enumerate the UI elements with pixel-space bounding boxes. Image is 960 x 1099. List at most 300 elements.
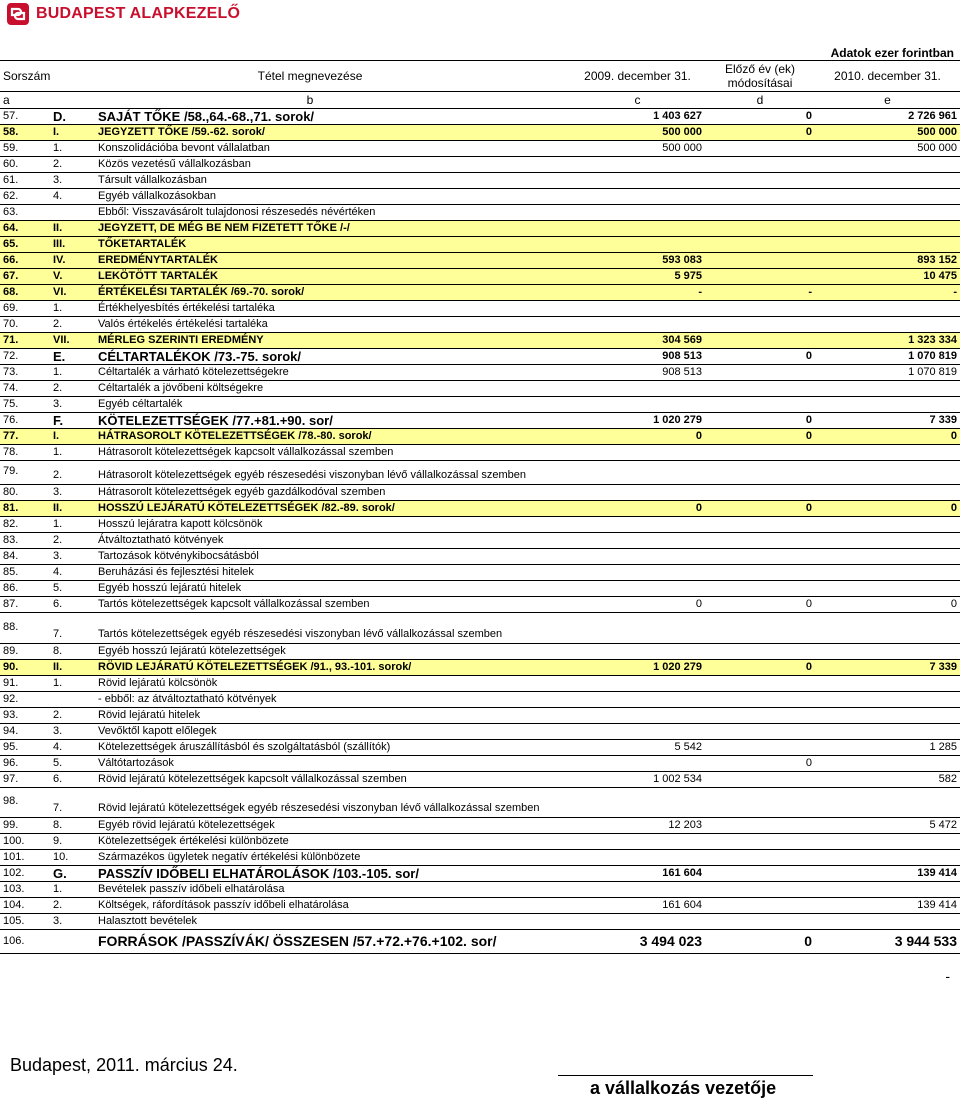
- value-2009: [570, 708, 705, 724]
- row-item-name: Hátrasorolt kötelezettségek egyéb részesedési viszonyban lévő vállalkozással szemben: [95, 461, 570, 485]
- value-2009: 500 000: [570, 125, 705, 141]
- row-code: 4.: [50, 189, 95, 205]
- table-row: [0, 445, 960, 461]
- row-code: F.: [50, 413, 95, 429]
- header-prev-year: 2009. december 31.: [570, 61, 705, 92]
- row-item-name: Hosszú lejáratra kapott kölcsönök: [95, 517, 570, 533]
- table-row: [0, 660, 960, 676]
- value-2010: 1 070 819: [815, 349, 960, 365]
- row-code: [50, 692, 95, 708]
- table-row: [0, 397, 960, 413]
- value-modifications: [705, 461, 815, 485]
- row-number: 102.: [0, 866, 50, 882]
- value-modifications: [705, 237, 815, 253]
- row-number: 89.: [0, 644, 50, 660]
- table-row: [0, 565, 960, 581]
- value-2010: [815, 237, 960, 253]
- row-number: 78.: [0, 445, 50, 461]
- value-2009: [570, 549, 705, 565]
- row-item-name: Váltótartozások: [95, 756, 570, 772]
- value-2010: [815, 517, 960, 533]
- row-item-name: Rövid lejáratú hitelek: [95, 708, 570, 724]
- letter-e: e: [815, 92, 960, 109]
- value-modifications: [705, 914, 815, 930]
- value-2010: [815, 581, 960, 597]
- header-modifications: [705, 61, 815, 92]
- row-item-name: Egyéb vállalkozásokban: [95, 189, 570, 205]
- row-item-name: Kötelezettségek áruszállításból és szolgáltatásból (szállítók): [95, 740, 570, 756]
- table-row: [0, 125, 960, 141]
- table-row: [0, 692, 960, 708]
- value-2009: [570, 205, 705, 221]
- row-code: 1.: [50, 141, 95, 157]
- value-2010: 500 000: [815, 125, 960, 141]
- row-number: 100.: [0, 834, 50, 850]
- row-item-name: Tartós kötelezettségek egyéb részesedési viszonyban lévő vállalkozással szemben: [95, 613, 570, 644]
- row-number: 70.: [0, 317, 50, 333]
- row-number: 103.: [0, 882, 50, 898]
- value-2010: [815, 317, 960, 333]
- value-modifications: [705, 141, 815, 157]
- row-code: 3.: [50, 724, 95, 740]
- row-item-name: JEGYZETT TŐKE /59.-62. sorok/: [95, 125, 570, 141]
- row-code: VI.: [50, 285, 95, 301]
- value-2010: [815, 533, 960, 549]
- value-modifications: [705, 818, 815, 834]
- letter-b: b: [50, 92, 570, 109]
- units-note: Adatok ezer forintban: [830, 46, 954, 60]
- row-item-name: Közös vezetésű vállalkozásban: [95, 157, 570, 173]
- value-modifications: [705, 533, 815, 549]
- value-2009: [570, 834, 705, 850]
- row-code: [50, 205, 95, 221]
- row-item-name: CÉLTARTALÉKOK /73.-75. sorok/: [95, 349, 570, 365]
- row-number: 63.: [0, 205, 50, 221]
- value-modifications: [705, 205, 815, 221]
- value-2009: [570, 445, 705, 461]
- value-2010: [815, 301, 960, 317]
- value-modifications: 0: [705, 125, 815, 141]
- value-2010: [815, 173, 960, 189]
- row-code: II.: [50, 660, 95, 676]
- value-2009: [570, 788, 705, 818]
- value-modifications: 0: [705, 501, 815, 517]
- value-modifications: [705, 221, 815, 237]
- row-item-name: Kötelezettségek értékelési különbözete: [95, 834, 570, 850]
- row-number: 81.: [0, 501, 50, 517]
- table-row: [0, 413, 960, 429]
- value-modifications: 0: [705, 109, 815, 125]
- row-item-name: JEGYZETT, DE MÉG BE NEM FIZETETT TŐKE /-/: [95, 221, 570, 237]
- table-row: [0, 549, 960, 565]
- value-modifications: [705, 565, 815, 581]
- row-code: 4.: [50, 565, 95, 581]
- row-number: 79.: [0, 461, 50, 485]
- value-modifications: [705, 708, 815, 724]
- row-item-name: ÉRTÉKELÉSI TARTALÉK /69.-70. sorok/: [95, 285, 570, 301]
- row-number: 60.: [0, 157, 50, 173]
- value-2009: 1 020 279: [570, 413, 705, 429]
- value-2009: 500 000: [570, 141, 705, 157]
- value-modifications: 0: [705, 930, 815, 954]
- value-2009: 5 542: [570, 740, 705, 756]
- row-item-name: Költségek, ráfordítások passzív időbeli elhatárolása: [95, 898, 570, 914]
- value-2009: [570, 676, 705, 692]
- table-row: [0, 834, 960, 850]
- value-2010: 139 414: [815, 866, 960, 882]
- row-number: 68.: [0, 285, 50, 301]
- value-2009: [570, 189, 705, 205]
- row-code: V.: [50, 269, 95, 285]
- value-modifications: [705, 157, 815, 173]
- row-code: 2.: [50, 708, 95, 724]
- value-2009: 908 513: [570, 349, 705, 365]
- row-number: 87.: [0, 597, 50, 613]
- value-modifications: [705, 485, 815, 501]
- company-logo: [6, 2, 240, 26]
- value-2010: [815, 485, 960, 501]
- row-item-name: Rövid lejáratú kötelezettségek kapcsolt vállalkozással szemben: [95, 772, 570, 788]
- table-row: [0, 157, 960, 173]
- row-number: 95.: [0, 740, 50, 756]
- value-2010: [815, 644, 960, 660]
- value-2009: 0: [570, 501, 705, 517]
- row-number: 84.: [0, 549, 50, 565]
- row-item-name: Hátrasorolt kötelezettségek egyéb gazdálkodóval szemben: [95, 485, 570, 501]
- table-row: [0, 533, 960, 549]
- value-2010: 7 339: [815, 660, 960, 676]
- row-item-name: Egyéb hosszú lejáratú hitelek: [95, 581, 570, 597]
- row-number: 101.: [0, 850, 50, 866]
- row-code: 2.: [50, 381, 95, 397]
- value-modifications: [705, 834, 815, 850]
- value-2009: 1 403 627: [570, 109, 705, 125]
- value-2010: 2 726 961: [815, 109, 960, 125]
- value-modifications: [705, 724, 815, 740]
- letter-c: c: [570, 92, 705, 109]
- value-modifications: 0: [705, 660, 815, 676]
- row-number: 92.: [0, 692, 50, 708]
- table-row: [0, 914, 960, 930]
- row-code: 1.: [50, 517, 95, 533]
- value-2010: 1 070 819: [815, 365, 960, 381]
- row-item-name: Származékos ügyletek negatív értékelési különbözete: [95, 850, 570, 866]
- table-row: [0, 866, 960, 882]
- value-2010: 1 323 334: [815, 333, 960, 349]
- value-modifications: [705, 301, 815, 317]
- value-2009: [570, 301, 705, 317]
- row-code: I.: [50, 429, 95, 445]
- table-row: [0, 269, 960, 285]
- value-2009: [570, 237, 705, 253]
- row-item-name: Hátrasorolt kötelezettségek kapcsolt vállalkozással szemben: [95, 445, 570, 461]
- value-2010: 893 152: [815, 253, 960, 269]
- row-number: 93.: [0, 708, 50, 724]
- table-row: [0, 461, 960, 485]
- row-code: 2.: [50, 317, 95, 333]
- value-2009: [570, 381, 705, 397]
- row-number: 90.: [0, 660, 50, 676]
- value-2010: 3 944 533: [815, 930, 960, 954]
- value-2010: [815, 692, 960, 708]
- row-code: VII.: [50, 333, 95, 349]
- value-modifications: [705, 173, 815, 189]
- row-number: 66.: [0, 253, 50, 269]
- value-modifications: [705, 788, 815, 818]
- table-row: [0, 517, 960, 533]
- value-2010: [815, 882, 960, 898]
- row-number: 65.: [0, 237, 50, 253]
- row-code: 6.: [50, 772, 95, 788]
- row-number: 62.: [0, 189, 50, 205]
- row-code: 7.: [50, 613, 95, 644]
- value-2009: [570, 157, 705, 173]
- value-2009: [570, 221, 705, 237]
- table-row: [0, 644, 960, 660]
- value-2009: 0: [570, 597, 705, 613]
- row-code: 1.: [50, 445, 95, 461]
- row-item-name: HÁTRASOROLT KÖTELEZETTSÉGEK /78.-80. sorok/: [95, 429, 570, 445]
- table-row: [0, 818, 960, 834]
- row-code: E.: [50, 349, 95, 365]
- row-number: 73.: [0, 365, 50, 381]
- table-row: [0, 141, 960, 157]
- row-item-name: Egyéb rövid lejáratú kötelezettségek: [95, 818, 570, 834]
- table-row: [0, 708, 960, 724]
- row-item-name: RÖVID LEJÁRATÚ KÖTELEZETTSÉGEK /91., 93.-101. sorok/: [95, 660, 570, 676]
- value-2009: [570, 581, 705, 597]
- row-number: 97.: [0, 772, 50, 788]
- value-2010: 0: [815, 597, 960, 613]
- value-modifications: [705, 333, 815, 349]
- row-item-name: Társult vállalkozásban: [95, 173, 570, 189]
- row-item-name: Egyéb hosszú lejáratú kötelezettségek: [95, 644, 570, 660]
- row-code: 2.: [50, 461, 95, 485]
- value-2010: [815, 676, 960, 692]
- row-number: 76.: [0, 413, 50, 429]
- table-row: [0, 724, 960, 740]
- value-2009: 12 203: [570, 818, 705, 834]
- after-total-mark: -: [945, 968, 950, 984]
- value-modifications: [705, 549, 815, 565]
- value-2009: [570, 461, 705, 485]
- row-item-name: Konszolidációba bevont vállalatban: [95, 141, 570, 157]
- row-number: 94.: [0, 724, 50, 740]
- row-code: I.: [50, 125, 95, 141]
- row-item-name: FORRÁSOK /PASSZÍVÁK/ ÖSSZESEN /57.+72.+76.+102. sor/: [95, 930, 570, 954]
- value-modifications: [705, 253, 815, 269]
- value-modifications: 0: [705, 349, 815, 365]
- value-modifications: [705, 866, 815, 882]
- value-2009: [570, 644, 705, 660]
- table-row: [0, 333, 960, 349]
- header-item-name: Tétel megnevezése: [50, 61, 570, 92]
- table-row: [0, 501, 960, 517]
- value-modifications: 0: [705, 429, 815, 445]
- value-modifications: 0: [705, 756, 815, 772]
- row-item-name: Valós értékelés értékelési tartaléka: [95, 317, 570, 333]
- header-row: [0, 61, 960, 92]
- row-item-name: Egyéb céltartalék: [95, 397, 570, 413]
- value-2009: -: [570, 285, 705, 301]
- value-modifications: [705, 365, 815, 381]
- row-code: 3.: [50, 485, 95, 501]
- place-date: Budapest, 2011. március 24.: [10, 1055, 238, 1075]
- row-code: D.: [50, 109, 95, 125]
- value-2009: [570, 692, 705, 708]
- row-code: 7.: [50, 788, 95, 818]
- row-number: 104.: [0, 898, 50, 914]
- signature-label: a vállalkozás vezetője: [590, 1078, 777, 1098]
- table-row: [0, 930, 960, 954]
- value-modifications: [705, 772, 815, 788]
- row-number: 72.: [0, 349, 50, 365]
- table-row: [0, 285, 960, 301]
- value-2010: [815, 445, 960, 461]
- row-item-name: LEKÖTÖTT TARTALÉK: [95, 269, 570, 285]
- row-number: 99.: [0, 818, 50, 834]
- table-row: [0, 898, 960, 914]
- row-item-name: MÉRLEG SZERINTI EREDMÉNY: [95, 333, 570, 349]
- row-number: 83.: [0, 533, 50, 549]
- value-2010: 139 414: [815, 898, 960, 914]
- row-item-name: Ebből: Visszavásárolt tulajdonosi részesedés névértéken: [95, 205, 570, 221]
- value-2010: 500 000: [815, 141, 960, 157]
- value-modifications: [705, 317, 815, 333]
- table-row: [0, 882, 960, 898]
- value-2009: [570, 317, 705, 333]
- row-item-name: TŐKETARTALÉK: [95, 237, 570, 253]
- row-code: 1.: [50, 882, 95, 898]
- table-row: [0, 253, 960, 269]
- column-letter-row: [0, 92, 960, 109]
- row-item-name: Tartozások kötvénykibocsátásból: [95, 549, 570, 565]
- value-2009: 3 494 023: [570, 930, 705, 954]
- value-2010: [815, 708, 960, 724]
- table-row: [0, 237, 960, 253]
- table-row: [0, 485, 960, 501]
- table-row: [0, 173, 960, 189]
- row-item-name: Bevételek passzív időbeli elhatárolása: [95, 882, 570, 898]
- row-code: [50, 930, 95, 954]
- value-2009: [570, 485, 705, 501]
- balance-sheet-table: [0, 60, 960, 954]
- value-2010: [815, 834, 960, 850]
- value-2010: [815, 756, 960, 772]
- value-2010: [815, 850, 960, 866]
- table-row: [0, 613, 960, 644]
- table-row: [0, 788, 960, 818]
- value-2009: 5 975: [570, 269, 705, 285]
- value-2009: 304 569: [570, 333, 705, 349]
- row-code: 3.: [50, 549, 95, 565]
- row-code: 4.: [50, 740, 95, 756]
- row-code: 3.: [50, 914, 95, 930]
- letter-a: a: [0, 92, 50, 109]
- row-item-name: EREDMÉNYTARTALÉK: [95, 253, 570, 269]
- value-2010: 582: [815, 772, 960, 788]
- table-row: [0, 381, 960, 397]
- header-curr-year: 2010. december 31.: [815, 61, 960, 92]
- value-2010: [815, 381, 960, 397]
- value-modifications: [705, 445, 815, 461]
- header-sorszam: Sorszám: [0, 61, 50, 92]
- row-code: 8.: [50, 818, 95, 834]
- row-code: 1.: [50, 676, 95, 692]
- row-item-name: Értékhelyesbítés értékelési tartaléka: [95, 301, 570, 317]
- value-modifications: [705, 898, 815, 914]
- row-number: 96.: [0, 756, 50, 772]
- letter-d: d: [705, 92, 815, 109]
- row-number: 58.: [0, 125, 50, 141]
- value-2010: 1 285: [815, 740, 960, 756]
- row-number: 71.: [0, 333, 50, 349]
- row-item-name: Átváltoztatható kötvények: [95, 533, 570, 549]
- table-row: [0, 189, 960, 205]
- value-2009: 161 604: [570, 866, 705, 882]
- row-number: 64.: [0, 221, 50, 237]
- row-code: 2.: [50, 533, 95, 549]
- value-2010: 0: [815, 501, 960, 517]
- value-2009: [570, 533, 705, 549]
- value-2010: [815, 565, 960, 581]
- row-item-name: Rövid lejáratú kölcsönök: [95, 676, 570, 692]
- row-number: 86.: [0, 581, 50, 597]
- value-modifications: [705, 644, 815, 660]
- row-code: 5.: [50, 756, 95, 772]
- row-item-name: SAJÁT TŐKE /58.,64.-68.,71. sorok/: [95, 109, 570, 125]
- row-number: 74.: [0, 381, 50, 397]
- row-number: 98.: [0, 788, 50, 818]
- row-code: G.: [50, 866, 95, 882]
- value-modifications: 0: [705, 413, 815, 429]
- row-item-name: Halasztott bevételek: [95, 914, 570, 930]
- row-item-name: HOSSZÚ LEJÁRATÚ KÖTELEZETTSÉGEK /82.-89. sorok/: [95, 501, 570, 517]
- table-row: [0, 850, 960, 866]
- table-row: [0, 740, 960, 756]
- row-number: 59.: [0, 141, 50, 157]
- row-code: III.: [50, 237, 95, 253]
- row-number: 75.: [0, 397, 50, 413]
- row-number: 69.: [0, 301, 50, 317]
- value-modifications: [705, 397, 815, 413]
- value-2009: [570, 882, 705, 898]
- row-item-name: Beruházási és fejlesztési hitelek: [95, 565, 570, 581]
- value-2010: [815, 189, 960, 205]
- value-modifications: [705, 676, 815, 692]
- value-2009: 593 083: [570, 253, 705, 269]
- value-modifications: [705, 882, 815, 898]
- value-2010: 0: [815, 429, 960, 445]
- row-item-name: Tartós kötelezettségek kapcsolt vállalkozással szemben: [95, 597, 570, 613]
- value-2010: [815, 461, 960, 485]
- row-code: 2.: [50, 898, 95, 914]
- table-row: [0, 581, 960, 597]
- row-code: II.: [50, 501, 95, 517]
- value-modifications: [705, 581, 815, 597]
- value-modifications: [705, 189, 815, 205]
- value-modifications: [705, 850, 815, 866]
- value-2009: [570, 850, 705, 866]
- value-2010: [815, 157, 960, 173]
- row-number: 57.: [0, 109, 50, 125]
- value-2009: 161 604: [570, 898, 705, 914]
- table-row: [0, 676, 960, 692]
- value-2009: 1 002 534: [570, 772, 705, 788]
- row-code: 6.: [50, 597, 95, 613]
- table-row: [0, 756, 960, 772]
- value-modifications: [705, 269, 815, 285]
